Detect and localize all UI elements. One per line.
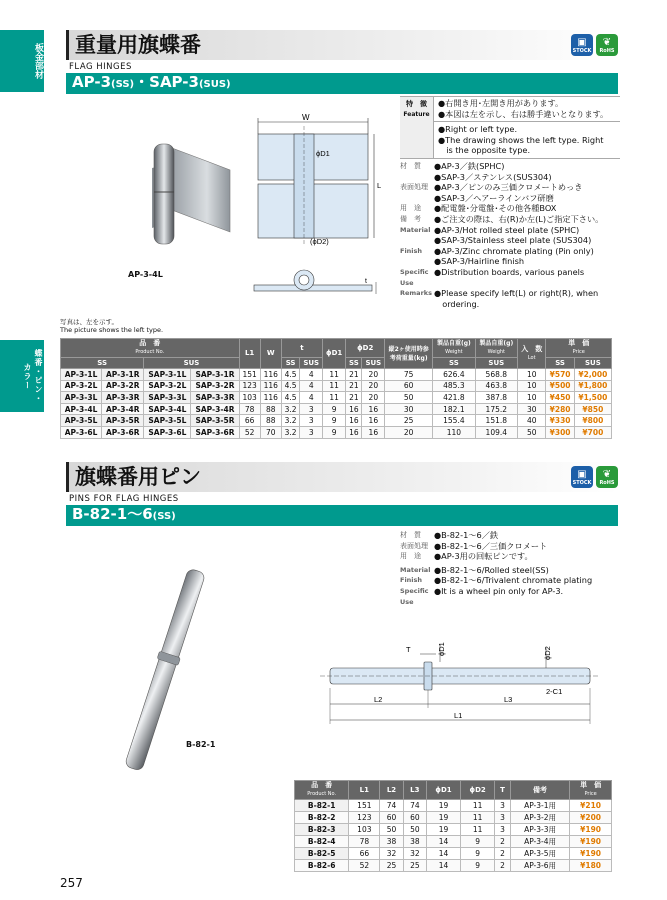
table-cell: 50 (403, 824, 426, 836)
table-cell: 16 (362, 426, 385, 438)
table-cell: B-82-1 (295, 800, 349, 812)
table-cell: 14 (427, 836, 461, 848)
table-cell: AP-3-5用 (510, 848, 569, 860)
table-cell: 25 (380, 860, 403, 872)
svg-text:L2: L2 (374, 695, 383, 704)
svg-text:T: T (406, 645, 411, 654)
table-cell: 20 (362, 380, 385, 392)
table-cell: 19 (427, 812, 461, 824)
table-cell: AP-3-1L (61, 369, 102, 381)
table-cell: 25 (385, 415, 433, 427)
table-cell: SAP-3-6L (144, 426, 191, 438)
feature-jp-1: ●右開き用･左開き用があります。 (438, 98, 564, 108)
table-row (295, 848, 612, 860)
table-cell: AP-3-3L (61, 392, 102, 404)
table-cell: 9 (461, 836, 495, 848)
pin-spec-table: 品 番 Product No. L1 L2 L3 ϕD1 ϕD2 T 備考 単 価 Price B-82-1 151 74 74 19 11 3 AP-3-1用 ¥210 B-82-2 123 60 60 19 11 3 AP-3-2用 ¥200 B-82-3 103 50 50 19 11 3 AP-3-3用 ¥190 B-82-4 78 38 38 14 9 2 AP-3-4用 ¥190 B-82-5 66 32 32 14 9 2 AP-3-5用 ¥190 B-82-6 52 25 25 14 9 2 AP-3-6用 ¥180 (294, 780, 612, 872)
table-cell: 463.8 (475, 380, 517, 392)
table-cell: SAP-3-5R (191, 415, 239, 427)
table-cell: AP-3-3R (102, 392, 144, 404)
table-cell: ¥330 (546, 415, 574, 427)
table-cell: AP-3-2R (102, 380, 144, 392)
table-cell: 116 (260, 380, 281, 392)
section2-header (66, 462, 618, 526)
table-cell: 10 (518, 369, 546, 381)
table-cell: 70 (260, 426, 281, 438)
section2-badges (571, 466, 618, 488)
table-cell: AP-3-5R (102, 415, 144, 427)
table-cell: 30 (518, 403, 546, 415)
table-cell: 2 (495, 836, 511, 848)
table-cell: AP-3-4用 (510, 836, 569, 848)
table-cell: AP-3-6L (61, 426, 102, 438)
section1-model: AP-3(SS)・SAP-3(SUS) (66, 73, 618, 94)
table-cell: 75 (385, 369, 433, 381)
table-cell: 25 (403, 860, 426, 872)
table-cell: 3 (300, 415, 323, 427)
svg-text:L3: L3 (504, 695, 513, 704)
feature-en-1: ●Right or left type. (438, 124, 518, 135)
table-row (61, 392, 612, 404)
pin-drawing (320, 638, 620, 728)
table-cell: ¥190 (570, 848, 612, 860)
table-cell: AP-3-1用 (510, 800, 569, 812)
table-cell: 9 (461, 848, 495, 860)
hinge-photo-caption: AP-3-4L (128, 270, 163, 279)
table-cell: SAP-3-1L (144, 369, 191, 381)
table-cell: 568.8 (475, 369, 517, 381)
table-cell: 14 (427, 860, 461, 872)
table-cell: 4.5 (281, 369, 300, 381)
photo-note: 写真は、左を示す。 The picture shows the left type. (60, 318, 164, 334)
table-cell: ¥210 (570, 800, 612, 812)
table-cell: 30 (385, 403, 433, 415)
svg-text:(ϕD2): (ϕD2) (310, 237, 329, 246)
svg-text:L: L (377, 181, 382, 190)
hinge-photo (110, 140, 240, 250)
table-cell: B-82-4 (295, 836, 349, 848)
table-cell: 78 (239, 403, 260, 415)
table-cell: 74 (403, 800, 426, 812)
table-cell: 155.4 (433, 415, 475, 427)
section1-spec-block (400, 96, 620, 309)
table-cell: 74 (380, 800, 403, 812)
table-cell: 38 (403, 836, 426, 848)
side-tab-sheet-metal: 板金部材 (0, 30, 44, 92)
table-cell: 21 (346, 380, 362, 392)
table-cell: 4 (300, 380, 323, 392)
table-cell: 4 (300, 369, 323, 381)
table-cell: 123 (239, 380, 260, 392)
section1-subtitle: FLAG HINGES (69, 62, 132, 72)
specs-jp-list: 材 質 ●AP-3／鉄(SPHC) ●SAP-3／ステンレス(SUS304) 表面処理 ●AP-3／ピンのみ三価クロメートめっき ●SAP-3／ヘアーラインバフ研磨 用 途 ●配電盤･分電盤･その他各種BOX 備 考 ●ご注文の際は、右(R)か左(L)ご指定下さい。 (400, 160, 604, 224)
table-cell: 110 (433, 426, 475, 438)
section2-spec-block: 材 質 ●B-82-1～6／鉄 表面処理 ●B-82-1～6／三価クロメート 用 途 ●AP-3用の回転ピンです。 Material ●B-82-1～6/Rolled steel(SS) Finish ●B-82-1～6/Trivalent chromate plating Specific Use ●It is a wheel pin only for AP-3. (400, 530, 593, 606)
table-cell: SAP-3-2L (144, 380, 191, 392)
table-cell: 3 (300, 426, 323, 438)
table-cell: 116 (260, 392, 281, 404)
table-cell: 3 (495, 824, 511, 836)
table-cell: 66 (239, 415, 260, 427)
table-cell: 3 (495, 800, 511, 812)
table-cell: 103 (349, 824, 380, 836)
section2-title: 旗蝶番用ピン (75, 465, 201, 489)
side-tab-hinges-pins: 蝶番・ピン・カラー (0, 340, 44, 412)
feature-en-3: is the opposite type. (438, 145, 531, 156)
table-cell: SAP-3-2R (191, 380, 239, 392)
table-cell: 3.2 (281, 403, 300, 415)
table-cell: AP-3-1R (102, 369, 144, 381)
table-cell: 20 (362, 369, 385, 381)
table-cell: 10 (518, 392, 546, 404)
feature-en-2: ●The drawing shows the left type. Right (438, 134, 604, 145)
table-cell: 3 (300, 403, 323, 415)
table-cell: 109.4 (475, 426, 517, 438)
svg-text:ϕD1: ϕD1 (437, 642, 446, 656)
table-cell: ¥800 (574, 415, 611, 427)
table-cell: 151 (349, 800, 380, 812)
table-row (61, 426, 612, 438)
table-row (295, 860, 612, 872)
table-cell: 60 (385, 380, 433, 392)
table-cell: ¥850 (574, 403, 611, 415)
table-row (295, 812, 612, 824)
section1-header (66, 30, 618, 94)
table-cell: 123 (349, 812, 380, 824)
table-cell: B-82-6 (295, 860, 349, 872)
table-row (295, 824, 612, 836)
table-cell: 11 (323, 369, 346, 381)
section1-badges (571, 34, 618, 56)
table-cell: SAP-3-3R (191, 392, 239, 404)
stock-badge-icon: ▣ STOCK (571, 34, 593, 56)
svg-text:2-C1: 2-C1 (546, 687, 563, 696)
table-cell: 50 (518, 426, 546, 438)
table-cell: 14 (427, 848, 461, 860)
rohs-badge-icon: ❦ RoHS (596, 34, 618, 56)
section1-title-bar (66, 30, 618, 60)
table-cell: 52 (239, 426, 260, 438)
table-cell: ¥1,800 (574, 380, 611, 392)
table-cell: 11 (461, 812, 495, 824)
table-cell: 421.8 (433, 392, 475, 404)
rohs-badge-icon: ❦ RoHS (596, 466, 618, 488)
table-cell: 60 (380, 812, 403, 824)
table-cell: 40 (518, 415, 546, 427)
table-row (61, 369, 612, 381)
table-cell: AP-3-3用 (510, 824, 569, 836)
section2-title-bar (66, 462, 618, 492)
table-cell: 19 (427, 824, 461, 836)
table-cell: AP-3-4R (102, 403, 144, 415)
feature-box: 特 徴 Feature ●右開き用･左開き用があります。 ●本図は左を示し、右は勝手違いとなります。 ●Right or left type. ●The drawing shows the left type. Right is the opposite type. (400, 96, 620, 159)
table-cell: 9 (323, 403, 346, 415)
table-cell: AP-3-6用 (510, 860, 569, 872)
table-cell: 21 (346, 369, 362, 381)
table-cell: 626.4 (433, 369, 475, 381)
table-cell: 9 (323, 426, 346, 438)
table-cell: 19 (427, 800, 461, 812)
table-cell: 151 (239, 369, 260, 381)
pin-photo-caption: B-82-1 (186, 740, 216, 749)
table-cell: 4 (300, 392, 323, 404)
table-row (61, 380, 612, 392)
table-cell: 20 (385, 426, 433, 438)
table-cell: ¥190 (570, 836, 612, 848)
table-cell: ¥450 (546, 392, 574, 404)
section2-subtitle: PINS FOR FLAG HINGES (69, 494, 179, 504)
table-cell: 66 (349, 848, 380, 860)
table-cell: 16 (362, 415, 385, 427)
table-cell: 182.1 (433, 403, 475, 415)
table-cell: 88 (260, 415, 281, 427)
section2-model: B-82-1～6(SS) (66, 505, 618, 526)
svg-text:t: t (365, 278, 367, 285)
table-cell: 20 (362, 392, 385, 404)
table-cell: ¥300 (546, 426, 574, 438)
table-cell: 11 (323, 380, 346, 392)
table-cell: B-82-5 (295, 848, 349, 860)
table-cell: AP-3-6R (102, 426, 144, 438)
table-cell: 38 (380, 836, 403, 848)
table-row (295, 836, 612, 848)
table-cell: ¥700 (574, 426, 611, 438)
table-cell: 151.8 (475, 415, 517, 427)
hinge-spec-table: 品 番 Product No. L1 W t ϕD1 ϕD2 縦2ヶ使用時参考荷重量(kg) 製品自重(g) Weight 製品自重(g) Weight 入 数 Lot 単 価 Price SS SUS SS SUS SS SUS SS SUS SS SUS AP-3-1L AP-3-1R SAP-3-1L SAP-3-1R 151 116 4.5 4 11 21 20 75 626.4 568.8 10 ¥570 ¥2,000 AP-3-2L AP-3-2R SAP-3-2L SAP-3-2R 123 116 4.5 4 11 21 20 60 485.3 463.8 10 ¥500 ¥1,800 AP-3-3L AP-3-3R SAP-3-3L SAP-3-3R 103 116 4.5 4 11 21 20 50 421.8 387.8 10 ¥450 ¥1,500 AP-3-4L AP-3-4R SAP-3-4L SAP-3-4R 78 88 3.2 3 9 16 16 30 182.1 175.2 30 ¥280 ¥850 AP-3-5L AP-3-5R SAP-3-5L SAP-3-5R 66 88 3.2 3 9 16 16 25 155.4 151.8 40 ¥330 ¥800 AP-3-6L AP-3-6R SAP-3-6L SAP-3-6R 52 70 3.2 3 9 16 16 20 110 109.4 50 ¥300 ¥700 (60, 338, 612, 439)
svg-text:ϕD1: ϕD1 (316, 149, 330, 158)
table-cell: 16 (346, 426, 362, 438)
stock-badge-icon: ▣ STOCK (571, 466, 593, 488)
table-cell: 103 (239, 392, 260, 404)
table-cell: 3.2 (281, 415, 300, 427)
table-cell: ¥200 (570, 812, 612, 824)
table-cell: 485.3 (433, 380, 475, 392)
table-cell: 88 (260, 403, 281, 415)
table-cell: 32 (403, 848, 426, 860)
table-cell: AP-3-5L (61, 415, 102, 427)
table-cell: 11 (461, 824, 495, 836)
specs-en-list: Material ●AP-3/Hot rolled steel plate (SPHC) ●SAP-3/Stainless steel plate (SUS304) Finish ●AP-3/Zinc chromate plating (Pin only) ●SAP-3/Hairline finish Specific Use ●Distribution boards, various panels Remarks ●Please specify left(L) or right(R), when ordering. (400, 224, 599, 309)
table-cell: 16 (346, 415, 362, 427)
table-cell: 9 (461, 860, 495, 872)
feature-jp-2: ●本図は左を示し、右は勝手違いとなります。 (438, 108, 609, 119)
hinge-spec-table-body (61, 369, 612, 439)
table-cell: 4.5 (281, 380, 300, 392)
table-cell: SAP-3-4L (144, 403, 191, 415)
table-cell: 50 (380, 824, 403, 836)
table-cell: 2 (495, 860, 511, 872)
table-cell: 52 (349, 860, 380, 872)
table-cell: 78 (349, 836, 380, 848)
svg-text:ϕD2: ϕD2 (543, 646, 552, 660)
table-cell: 3.2 (281, 426, 300, 438)
page-number: 257 (60, 876, 83, 890)
section1-title: 重量用旗蝶番 (75, 33, 201, 57)
table-cell: ¥280 (546, 403, 574, 415)
table-cell: SAP-3-6R (191, 426, 239, 438)
table-cell: 10 (518, 380, 546, 392)
table-cell: 387.8 (475, 392, 517, 404)
table-row (295, 800, 612, 812)
table-cell: 2 (495, 848, 511, 860)
table-cell: ¥2,000 (574, 369, 611, 381)
table-cell: ¥570 (546, 369, 574, 381)
table-cell: 9 (323, 415, 346, 427)
table-cell: AP-3-4L (61, 403, 102, 415)
table-cell: 32 (380, 848, 403, 860)
pin-spec-table-body (295, 800, 612, 872)
table-cell: 3 (495, 812, 511, 824)
table-cell: SAP-3-1R (191, 369, 239, 381)
table-row (61, 415, 612, 427)
table-cell: 50 (385, 392, 433, 404)
table-cell: 11 (461, 800, 495, 812)
table-cell: 175.2 (475, 403, 517, 415)
table-cell: SAP-3-5L (144, 415, 191, 427)
table-cell: ¥1,500 (574, 392, 611, 404)
table-cell: 21 (346, 392, 362, 404)
table-cell: SAP-3-3L (144, 392, 191, 404)
table-cell: B-82-2 (295, 812, 349, 824)
table-cell: SAP-3-4R (191, 403, 239, 415)
dim-w-label: W (302, 113, 310, 122)
table-cell: AP-3-2用 (510, 812, 569, 824)
table-cell: 60 (403, 812, 426, 824)
hinge-drawing (244, 112, 384, 312)
table-cell: 16 (346, 403, 362, 415)
table-cell: ¥180 (570, 860, 612, 872)
table-cell: AP-3-2L (61, 380, 102, 392)
table-cell: 4.5 (281, 392, 300, 404)
table-cell: ¥190 (570, 824, 612, 836)
table-cell: B-82-3 (295, 824, 349, 836)
table-cell: ¥500 (546, 380, 574, 392)
table-row (61, 403, 612, 415)
table-cell: 11 (323, 392, 346, 404)
table-cell: 116 (260, 369, 281, 381)
svg-text:L1: L1 (454, 711, 463, 720)
table-cell: 16 (362, 403, 385, 415)
